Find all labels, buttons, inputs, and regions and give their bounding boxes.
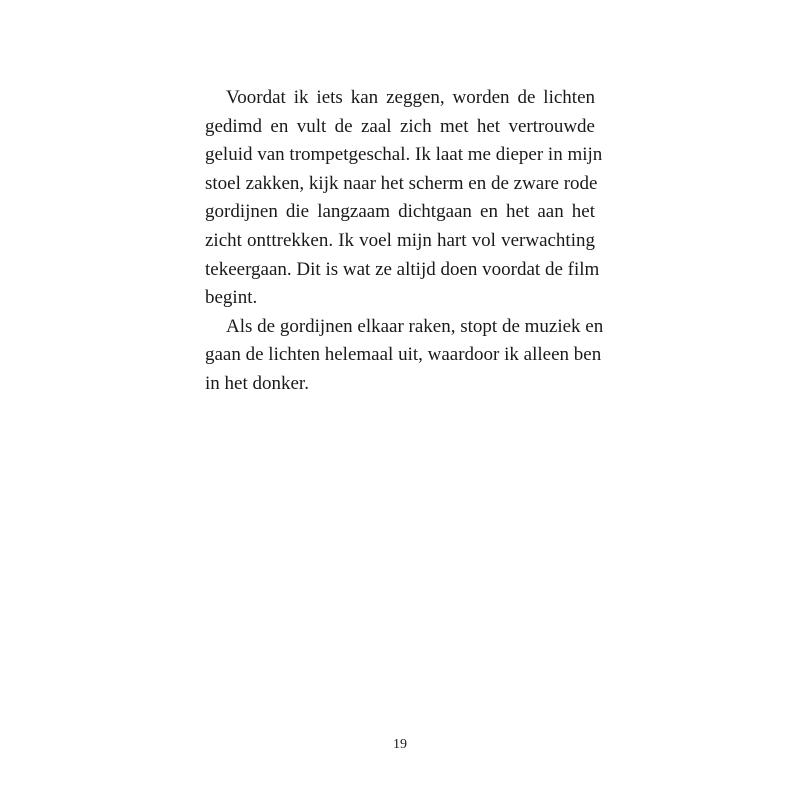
text-line: Voordat ik iets kan zeggen, worden de lichten [226, 87, 595, 108]
text-line: gordijnen die langzaam dichtgaan en het aan het [205, 201, 595, 223]
text-line: gaan de lichten helemaal uit, waardoor ik alleen ben [205, 344, 602, 366]
text-line: geluid van trompetgeschal. Ik laat me dieper in mijn [205, 144, 603, 166]
text-line: gedimd en vult de zaal zich met het vertrouwde [205, 115, 595, 137]
text-line: stoel zakken, kijk naar het scherm en de zware rode [205, 172, 598, 194]
text-line: zicht onttrekken. Ik voel mijn hart vol verwachting [205, 229, 595, 251]
page-number: 19 [393, 737, 407, 752]
text-line: Als de gordijnen elkaar raken, stopt de muziek en [226, 315, 604, 337]
text-line: in het donker. [205, 372, 309, 394]
paragraph-1 [205, 84, 603, 313]
body-text [205, 84, 604, 399]
paragraph-2 [205, 313, 604, 399]
text-line: begint. [205, 287, 258, 309]
text-line: tekeergaan. Dit is wat ze altijd doen voordat de film [205, 258, 600, 280]
